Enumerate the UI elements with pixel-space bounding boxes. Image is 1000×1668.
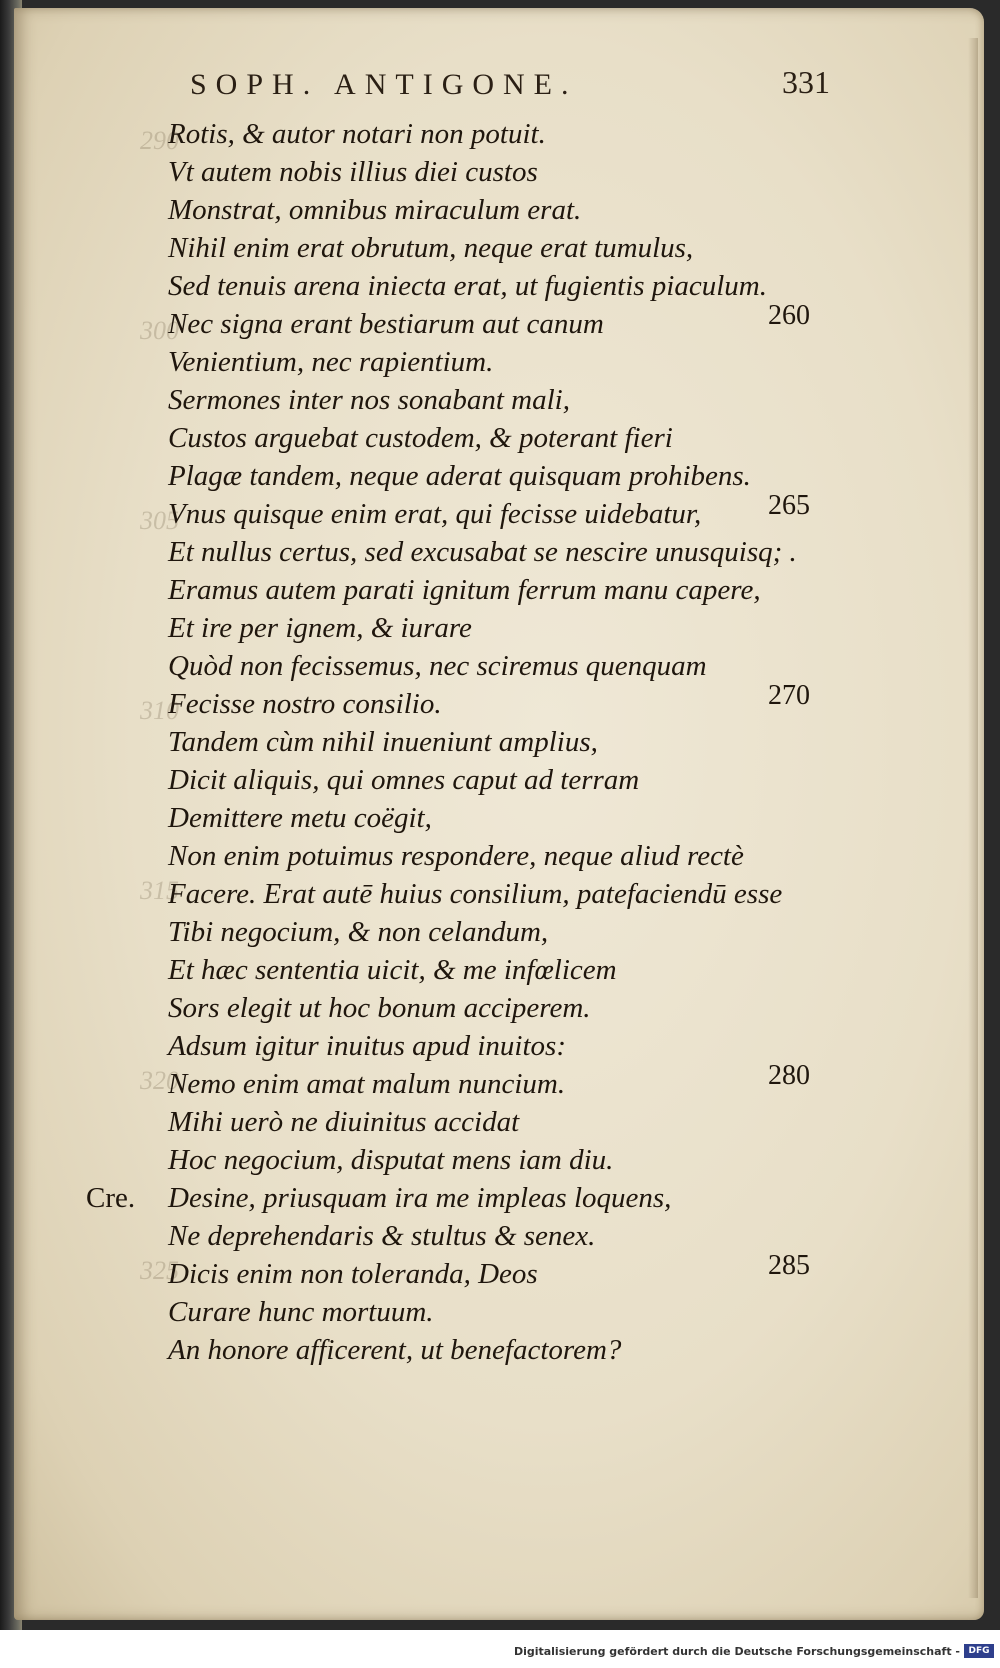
line-number: 270 [768,680,810,711]
verse-line: Demittere metu coëgit, [168,802,432,834]
verse-line: Sermones inter nos sonabant mali, [168,384,570,416]
verse-line: Custos arguebat custodem, & poterant fieri [168,422,673,454]
verse-line: Nec signa erant bestiarum aut canum [168,308,604,340]
verse-line: Non enim potuimus respondere, neque aliud rectè [168,840,744,872]
verse-line: Mihi uerò ne diuinitus accidat [168,1106,520,1138]
line-number: 285 [768,1250,810,1281]
line-number: 260 [768,300,810,331]
verse-line: Rotis, & autor notari non potuit. [168,118,546,150]
running-title: SOPH. ANTIGONE. [190,68,578,101]
verse-line: Tandem cùm nihil inueniunt amplius, [168,726,598,758]
verse-line: Dicis enim non toleranda, Deos [168,1258,538,1290]
verse-line: Hoc negocium, disputat mens iam diu. [168,1144,614,1176]
verse-line: Facere. Erat autē huius consilium, patefaciendū esse [168,878,783,910]
verse-line: Monstrat, omnibus miraculum erat. [168,194,582,226]
funding-credit: Digitalisierung gefördert durch die Deutsche Forschungsgemeinschaft - [513,1645,960,1658]
show-through-mark: 320 [140,1066,179,1095]
verse-line: Curare hunc mortuum. [168,1296,434,1328]
verse-line: Sors elegit ut hoc bonum acciperem. [168,992,591,1024]
show-through-mark: 290 [140,126,179,155]
verse-line: Nihil enim erat obrutum, neque erat tumulus, [168,232,694,264]
verse-line: Vt autem nobis illius diei custos [168,156,538,188]
dfg-logo: DFG [964,1644,994,1658]
show-through-mark: 315 [140,876,179,905]
verse-line: Quòd non fecissemus, nec sciremus quenquam [168,650,707,682]
verse-line: Vnus quisque enim erat, qui fecisse uidebatur, [168,498,702,530]
verse-line: Fecisse nostro consilio. [168,688,442,720]
verse-line: Nemo enim amat malum nuncium. [168,1068,566,1100]
page-number: 331 [782,64,830,100]
verse-line: Adsum igitur inuitus apud inuitos: [168,1030,566,1062]
digitization-footer [0,1630,1000,1668]
verse-line: Ne deprehendaris & stultus & senex. [168,1220,596,1252]
verse-line: Eramus autem parati ignitum ferrum manu capere, [168,574,761,606]
verse-line: An honore afficerent, ut benefactorem? [168,1334,622,1366]
verse-line: Plagæ tandem, neque aderat quisquam prohibens. [168,460,751,492]
show-through-mark: 310 [140,696,179,725]
verse-line: Dicit aliquis, qui omnes caput ad terram [168,764,640,796]
verse-line: Desine, priusquam ira me impleas loquens, [168,1182,672,1214]
show-through-mark: 300 [140,316,179,345]
show-through-mark: 305 [140,506,179,535]
speaker-label: Cre. [86,1182,136,1214]
verse-line: Venientium, nec rapientium. [168,346,494,378]
verse-line: Et hæc sententia uicit, & me infœlicem [168,954,617,986]
verse-line: Et ire per ignem, & iurare [168,612,472,644]
line-number: 265 [768,490,810,521]
verse-line: Sed tenuis arena iniecta erat, ut fugientis piaculum. [168,270,767,302]
line-number: 280 [768,1060,810,1091]
verse-line: Tibi negocium, & non celandum, [168,916,549,948]
show-through-mark: 325 [140,1256,179,1285]
verse-line: Et nullus certus, sed excusabat se nescire unusquisq; . [168,536,797,568]
